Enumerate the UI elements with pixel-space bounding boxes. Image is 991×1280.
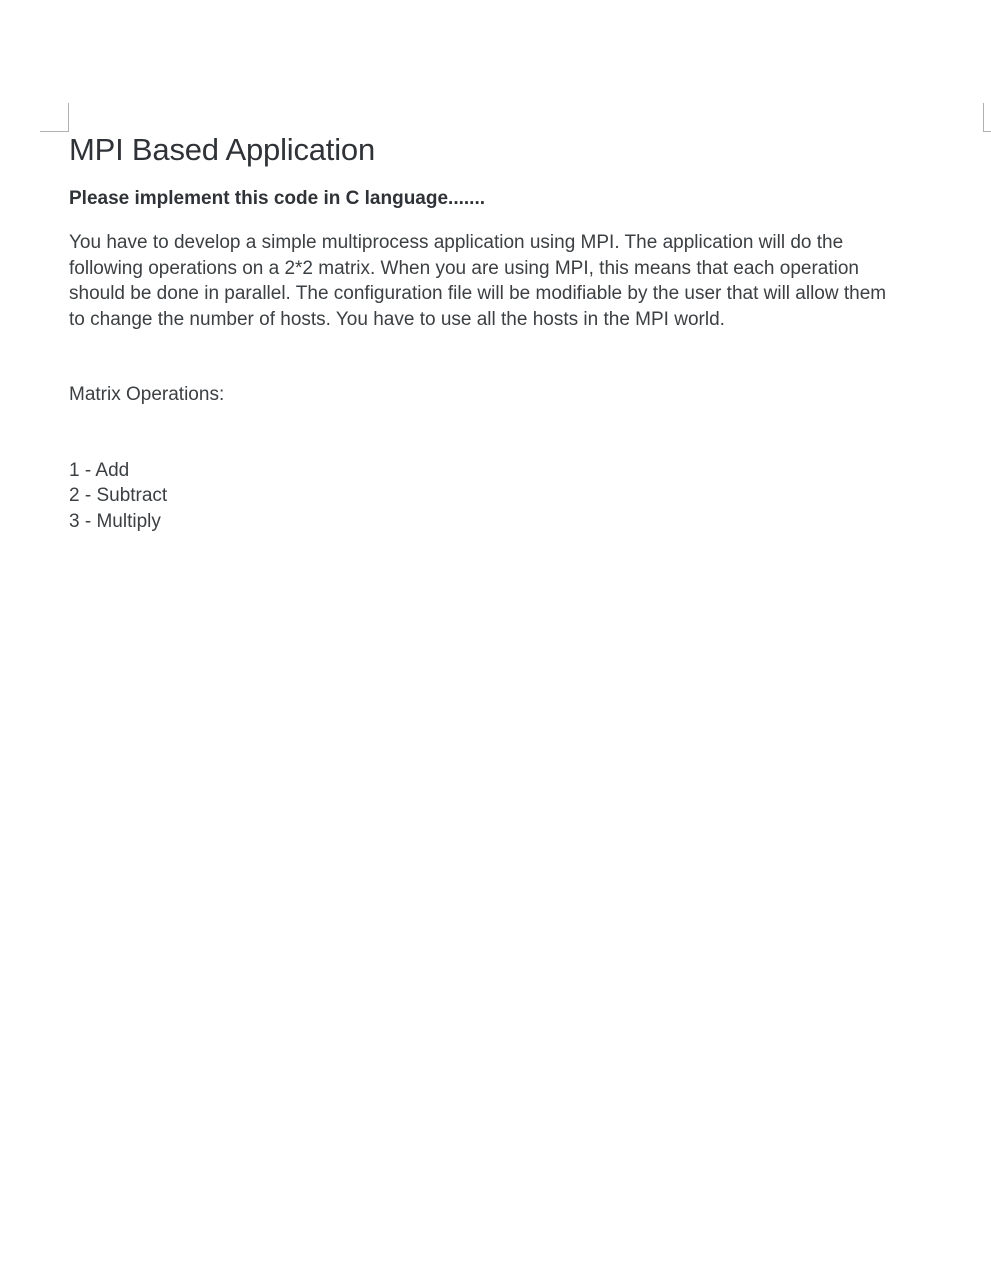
document-subtitle: Please implement this code in C language.......	[69, 188, 485, 209]
list-item: 2 - Subtract	[69, 485, 168, 506]
list-item: 3 - Multiply	[69, 510, 161, 532]
description-paragraph	[69, 230, 984, 332]
document-body[interactable]	[69, 128, 984, 534]
list-item: 1 - Add	[69, 459, 130, 481]
margin-mark-top-left	[68, 103, 69, 131]
paragraph-line: should be done in parallel. The configuration file will be modifiable by the user that will allow them	[69, 283, 887, 304]
operations-list	[69, 458, 984, 535]
section-label-matrix-operations: Matrix Operations:	[69, 384, 225, 405]
margin-mark-top-left-horizontal	[40, 131, 69, 132]
document-title: MPI Based Application	[69, 132, 375, 167]
paragraph-line: following operations on a 2*2 matrix. When you are using MPI, this means that each operation	[69, 257, 859, 279]
margin-mark-top-right-horizontal	[983, 131, 991, 132]
paragraph-line: You have to develop a simple multiprocess application using MPI. The application will do the	[69, 232, 844, 253]
paragraph-line: to change the number of hosts. You have to use all the hosts in the MPI world.	[69, 308, 725, 330]
margin-mark-top-right	[983, 103, 984, 131]
